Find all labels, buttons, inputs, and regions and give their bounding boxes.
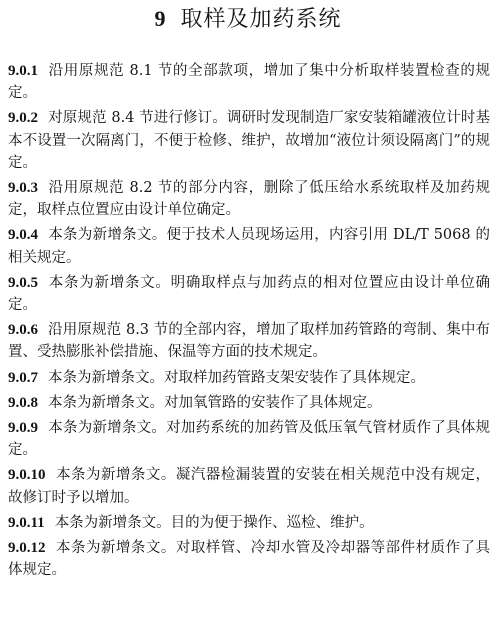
clause-9-0-10: [8, 464, 490, 508]
clause-text: 本条为新增条文。目的为便于操作、巡检、维护。: [54, 514, 374, 531]
clause-9-0-2: [8, 107, 490, 174]
section-heading: [0, 4, 496, 35]
clause-text: 本条为新增条文。凝汽器检漏装置的安装在相关规范中没有规定，故修订时予以增加。: [8, 467, 490, 506]
section-title: 取样及加药系统: [180, 7, 342, 32]
clause-number: 9.0.5: [8, 274, 38, 291]
clause-number: 9.0.4: [8, 227, 38, 244]
clause-9-0-11: [8, 512, 490, 534]
clause-list: [8, 60, 490, 581]
clause-9-0-8: [8, 392, 490, 414]
clause-text: 本条为新增条文。对加氧管路的安装作了具体规定。: [48, 394, 382, 411]
clause-number: 9.0.11: [8, 514, 45, 531]
clause-number: 9.0.1: [8, 63, 38, 79]
clause-text: 本条为新增条文。明确取样点与加药点的相对位置应由设计单位确定。: [8, 274, 490, 314]
clause-number: 9.0.10: [8, 467, 46, 484]
clause-9-0-5: [8, 272, 490, 316]
clause-text: 对原规范 8.4 节进行修订。调研时发现制造厂家安装箱罐液位计时基本不设置一次隔离门，不便于检修、维护，故增加“液位计须设隔离门”的规定。: [8, 110, 490, 171]
clause-number: 9.0.12: [8, 540, 46, 557]
clause-9-0-7: [8, 367, 490, 389]
clause-text: 沿用原规范 8.2 节的部分内容，删除了低压给水系统取样及加药规定，取样点位置应由设计单位确定。: [8, 180, 490, 219]
clause-number: 9.0.8: [8, 394, 38, 411]
clause-text: 本条为新增条文。对取样管、冷却水管及冷却器等部件材质作了具体规定。: [8, 540, 490, 579]
clause-text: 沿用原规范 8.1 节的全部款项，增加了集中分析取样装置检查的规定。: [8, 63, 490, 102]
clause-number: 9.0.6: [8, 322, 38, 339]
clause-text: 沿用原规范 8.3 节的全部内容，增加了取样加药管路的弯制、集中布置、受热膨胀补偿措施、保温等方面的技术规定。: [8, 322, 490, 361]
section-number: 9: [154, 6, 167, 31]
clause-9-0-1: [8, 60, 490, 104]
clause-number: 9.0.2: [8, 110, 38, 127]
clause-9-0-4: [8, 224, 490, 268]
clause-number: 9.0.3: [8, 180, 38, 197]
clause-text: 本条为新增条文。便于技术人员现场运用，内容引用 DL/T 5068 的相关规定。: [8, 227, 490, 266]
clause-number: 9.0.9: [8, 420, 38, 437]
clause-number: 9.0.7: [8, 369, 38, 386]
clause-9-0-6: [8, 319, 490, 363]
clause-9-0-9: [8, 417, 490, 461]
clause-text: 本条为新增条文。对取样加药管路支架安装作了具体规定。: [48, 369, 425, 386]
clause-9-0-3: [8, 177, 490, 221]
clause-9-0-12: [8, 537, 490, 581]
clause-text: 本条为新增条文。对加药系统的加药管及低压氧气管材质作了具体规定。: [8, 420, 490, 459]
